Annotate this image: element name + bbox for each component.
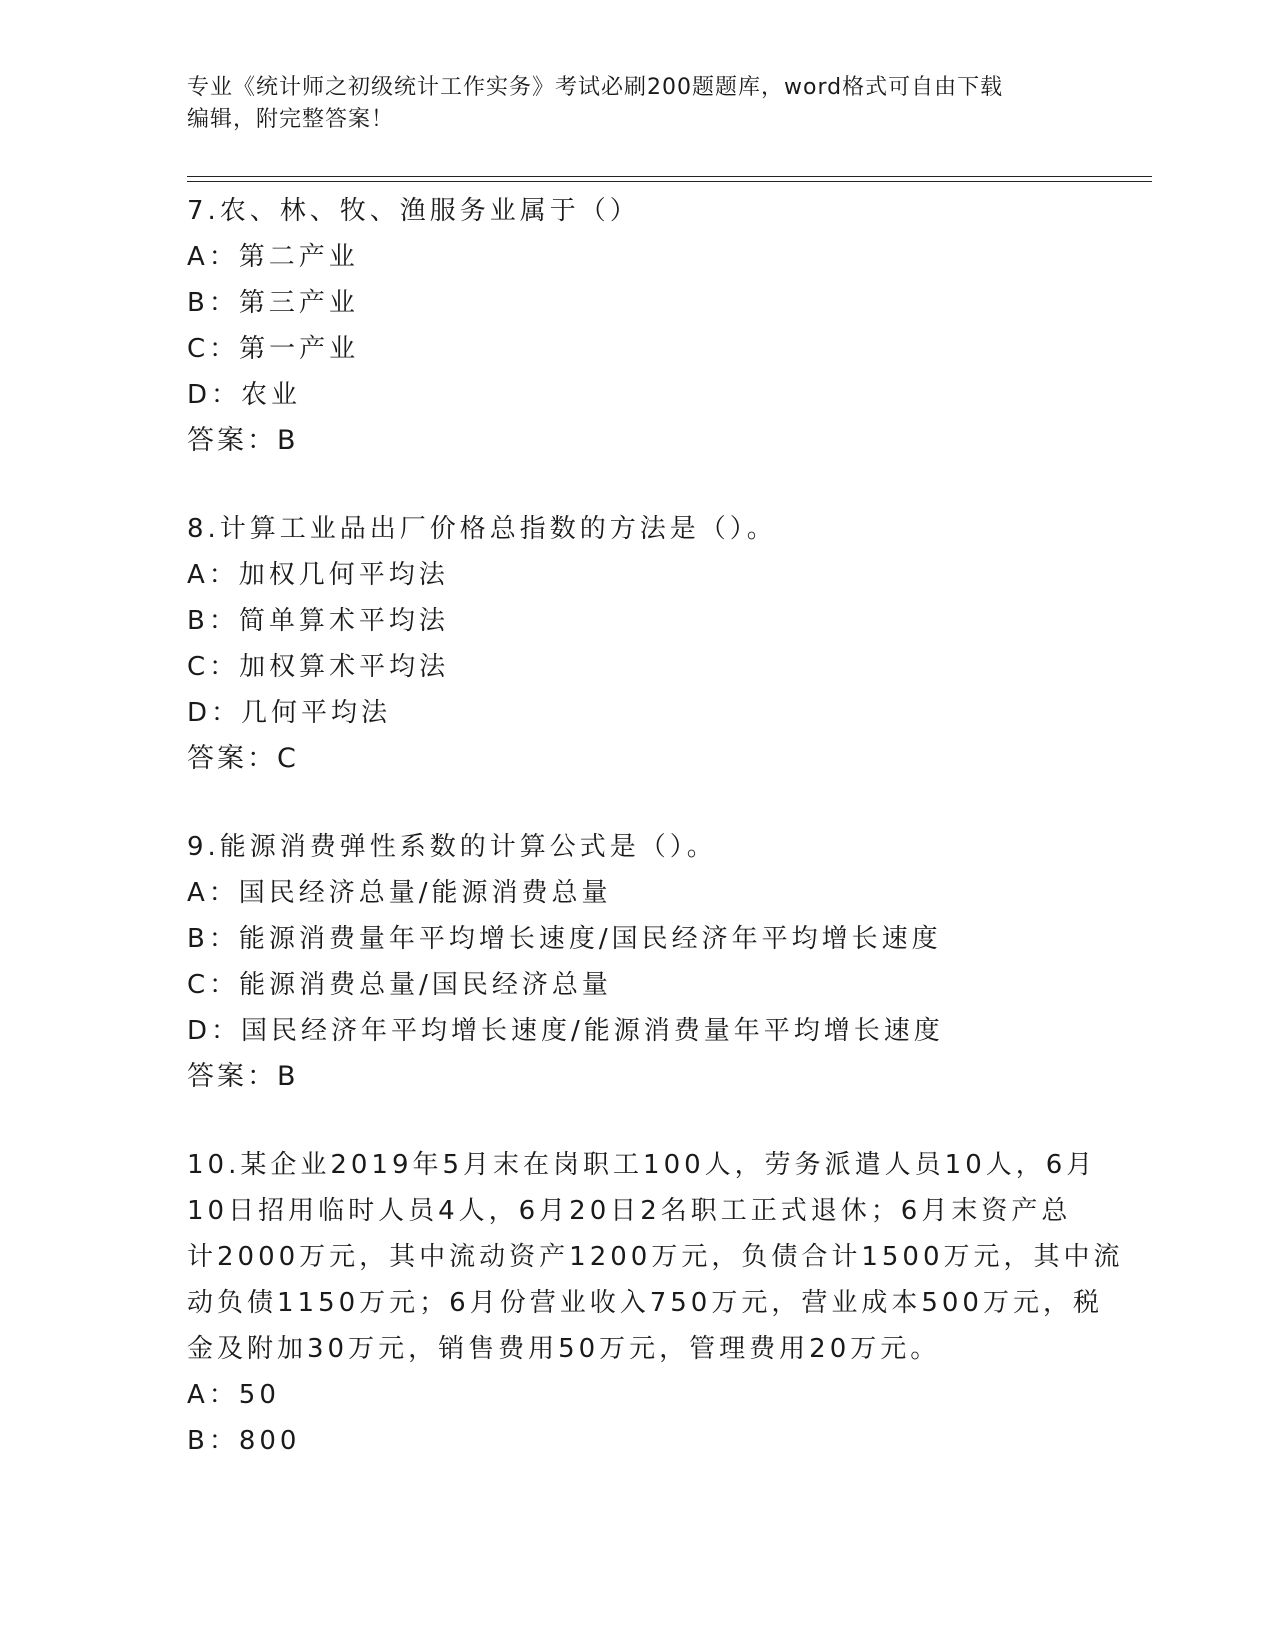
- option-d: D：几何平均法: [187, 698, 392, 728]
- question-stem: 7.农、林、牧、渔服务业属于（）: [187, 196, 640, 226]
- option-a: A：50: [187, 1380, 280, 1410]
- option-a: A：国民经济总量/能源消费总量: [187, 878, 612, 908]
- question-9: [187, 824, 1087, 1100]
- option-c: C：能源消费总量/国民经济总量: [187, 970, 612, 1000]
- header-divider-bottom: [187, 181, 1152, 182]
- option-c: C：加权算术平均法: [187, 652, 450, 682]
- question-8: [187, 506, 1087, 782]
- question-7: [187, 188, 1087, 464]
- question-stem-line: 计2000万元，其中流动资产1200万元，负债合计1500万元，其中流: [187, 1242, 1124, 1272]
- question-stem-line: 10日招用临时人员4人，6月20日2名职工正式退休；6月末资产总: [187, 1196, 1072, 1226]
- spacer: [187, 464, 1087, 506]
- option-b: B：简单算术平均法: [187, 606, 449, 636]
- option-b: B：800: [187, 1426, 301, 1456]
- header-line-2: 编辑，附完整答案！: [187, 107, 395, 132]
- question-list: [187, 188, 1124, 1464]
- answer-text: 答案：C: [187, 743, 299, 774]
- header-line-1: 专业《统计师之初级统计工作实务》考试必刷200题题库，word格式可自由下载: [187, 75, 1004, 100]
- answer-text: 答案：B: [187, 425, 299, 456]
- option-a: A：加权几何平均法: [187, 560, 449, 590]
- question-stem-line: 金及附加30万元，销售费用50万元，管理费用20万元。: [187, 1334, 941, 1364]
- answer-text: 答案：B: [187, 1061, 299, 1092]
- option-c: C：第一产业: [187, 334, 360, 364]
- question-stem: 8.计算工业品出厂价格总指数的方法是（）。: [187, 514, 777, 544]
- question-stem-line: 10.某企业2019年5月末在岗职工100人，劳务派遣人员10人，6月: [187, 1150, 1097, 1180]
- header-divider-top: [187, 176, 1152, 177]
- question-stem-line: 动负债1150万元；6月份营业收入750万元，营业成本500万元，税: [187, 1288, 1103, 1318]
- option-b: B：第三产业: [187, 288, 359, 318]
- spacer: [187, 1100, 1087, 1142]
- option-b: B：能源消费量年平均增长速度/国民经济年平均增长速度: [187, 924, 942, 954]
- document-header: [187, 72, 1087, 136]
- option-a: A：第二产业: [187, 242, 359, 272]
- question-stem: 9.能源消费弹性系数的计算公式是（）。: [187, 832, 717, 862]
- option-d: D：国民经济年平均增长速度/能源消费量年平均增长速度: [187, 1016, 944, 1046]
- question-10: [187, 1142, 1124, 1464]
- spacer: [187, 782, 1087, 824]
- option-d: D：农业: [187, 380, 302, 410]
